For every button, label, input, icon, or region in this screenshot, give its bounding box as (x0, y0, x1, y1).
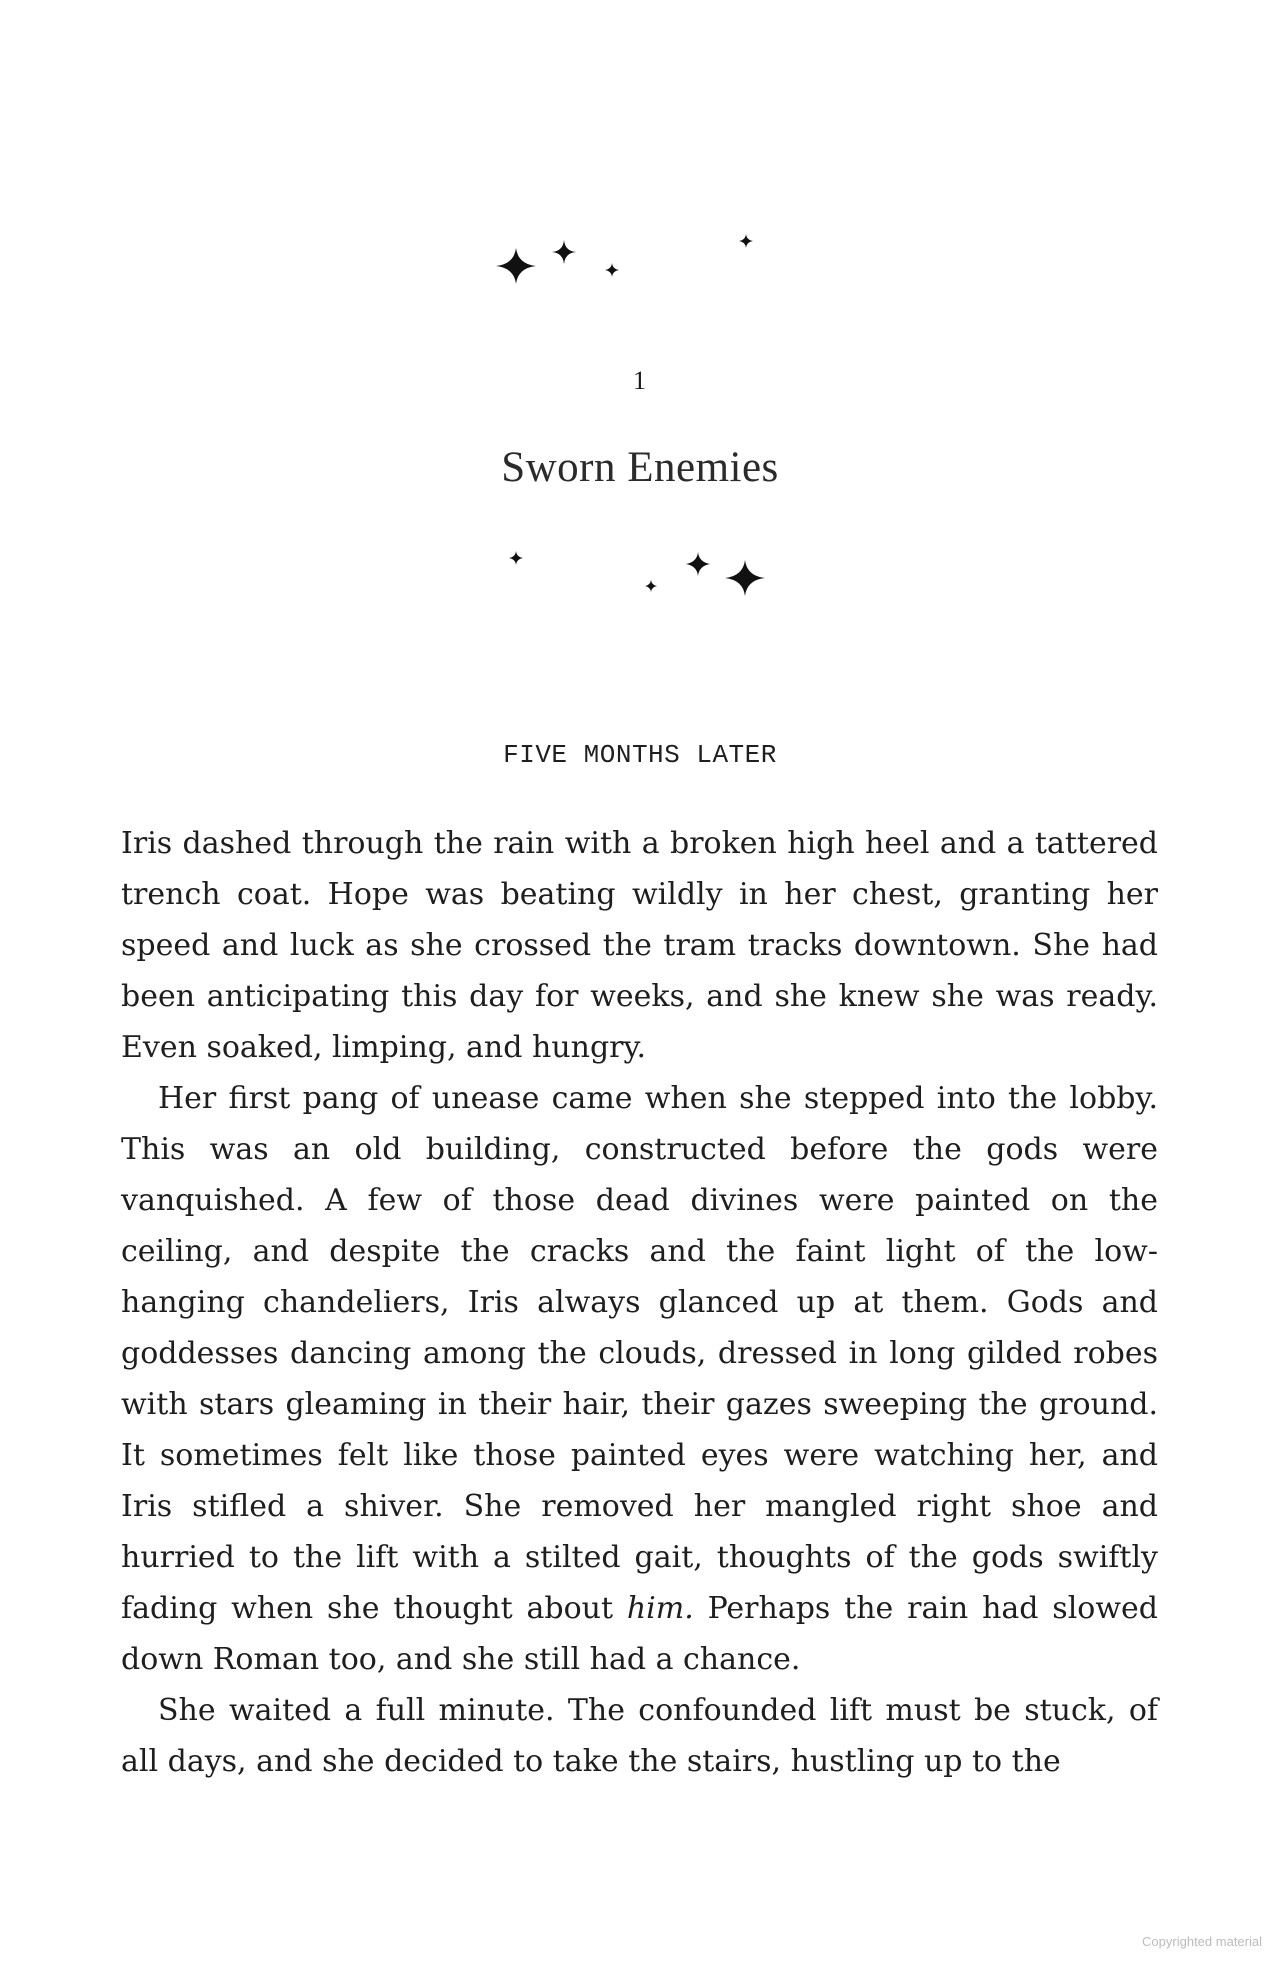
paragraph (121, 1073, 1158, 1685)
section-time-heading: FIVE MONTHS LATER (503, 740, 777, 770)
emphasis-text: him. (626, 1591, 694, 1626)
chapter-body (121, 818, 1158, 1787)
star-cluster-icon (480, 228, 800, 308)
paragraph-text: Her first pang of unease came when she stepped into the lobby. This was an old building, constructed before the gods were vanquished. A few of those dead divines were painted on the ceiling, and despite the cracks and the faint light of the low-hanging chandeliers, Iris always glanced up at them. Gods and goddesses dancing among the clouds, dressed in long gilded robes with stars gleaming in their hair, their gazes sweeping the ground. It sometimes felt like those painted eyes were watching her, and Iris stifled a shiver. She removed her mangled right shoe and hurried to the lift with a stilted gait, thoughts of the gods swiftly fading when she thought about (121, 1081, 1158, 1626)
star-shape (686, 552, 710, 576)
star-cluster-icon (480, 538, 800, 618)
paragraph (121, 818, 1158, 1073)
star-shape (645, 580, 657, 592)
copyright-notice: Copyrighted material (1142, 1934, 1262, 1949)
chapter-number: 1 (633, 366, 647, 395)
star-shape (496, 248, 536, 284)
paragraph (121, 1685, 1158, 1787)
paragraph-text: Iris dashed through the rain with a broken high heel and a tattered trench coat. Hope was beating wildly in her chest, granting her speed and luck as she crossed the tram tracks downtown. She had been anticipating this day for weeks, and she knew she was ready. Even soaked, limping, and hungry. (121, 826, 1158, 1065)
paragraph-text: She waited a full minute. The confounded lift must be stuck, of all days, and she decided to take the stairs, hustling up to the (121, 1693, 1158, 1779)
star-shape (739, 234, 753, 248)
star-cluster-bottom-svg (480, 538, 800, 618)
star-cluster-top-svg (480, 228, 800, 308)
star-shape (552, 240, 576, 264)
star-shape (725, 560, 765, 596)
star-shape (509, 551, 523, 565)
paragraph-text: Perhaps the rain had slowed down Roman too, and she still had a chance. (121, 1591, 1158, 1677)
star-shape (605, 263, 619, 277)
chapter-title: Sworn Enemies (501, 444, 779, 491)
